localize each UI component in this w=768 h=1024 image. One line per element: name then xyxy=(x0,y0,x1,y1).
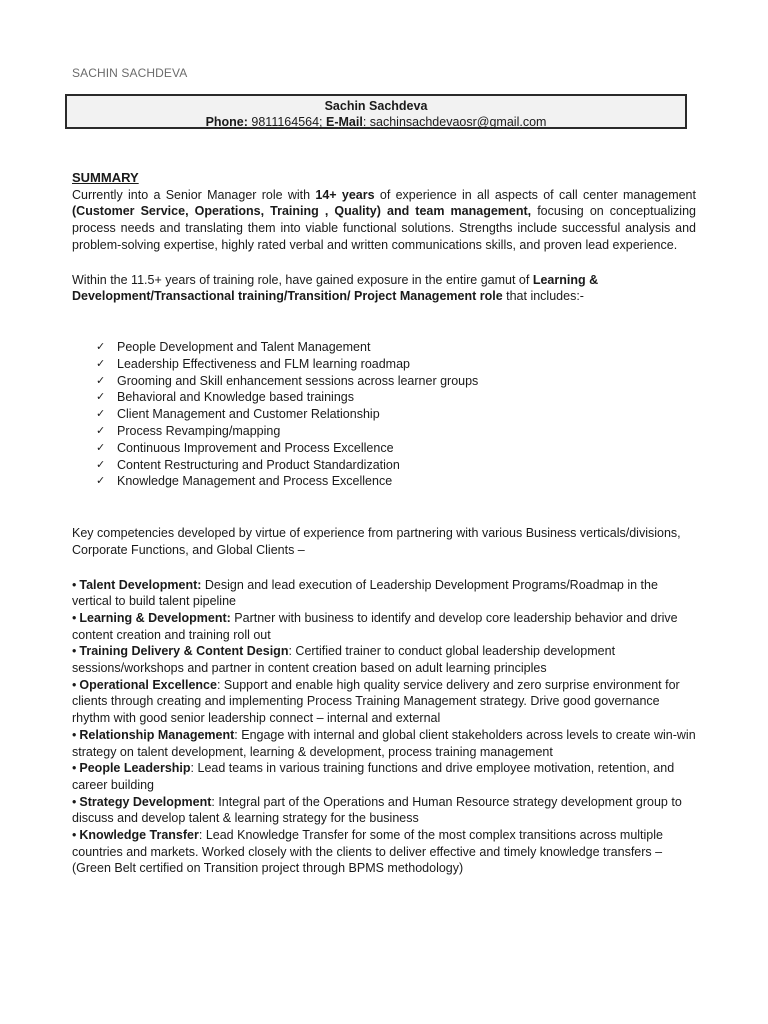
checkmark-icon: ✓ xyxy=(96,408,106,421)
competency-text: : Lead Knowledge Transfer for some of the most complex transitions across multiple countries and markets. Worked closely with the clients to deliver effective and timely knowledge transfers – (Green Belt certified on Transition project through BPMS methodology) xyxy=(72,828,663,876)
checklist-item-text: Process Revamping/mapping xyxy=(117,423,281,438)
competency-text: Design and lead execution of Leadership Development Programs/Roadmap in the vertical to build talent pipeline xyxy=(72,577,658,609)
spacer xyxy=(72,305,696,339)
checklist-item-text: Client Management and Customer Relationship xyxy=(117,407,380,422)
competency-item xyxy=(72,643,696,676)
summary-paragraph-1 xyxy=(72,187,696,254)
checklist-item xyxy=(96,423,696,440)
competency-item xyxy=(72,794,696,827)
contact-box xyxy=(65,94,687,129)
bullet-icon: • xyxy=(72,677,77,692)
summary-p2-bold-1: Learning & Development/Transactional training/Transition/ Project Management role xyxy=(72,272,599,304)
checkmark-icon: ✓ xyxy=(96,475,106,488)
checkmark-icon: ✓ xyxy=(96,391,106,404)
page-header-name: SACHIN SACHDEVA xyxy=(72,66,188,80)
email-value: : sachinsachdevaosr@gmail.com xyxy=(362,115,547,129)
email-label: E-Mail xyxy=(326,115,363,129)
bullet-icon: • xyxy=(72,577,77,592)
competencies-list xyxy=(72,577,696,878)
checklist-item xyxy=(96,356,696,373)
competency-text: : Lead teams in various training functions and drive employee motivation, retention, and career building xyxy=(72,761,675,792)
checkmark-icon: ✓ xyxy=(96,357,106,370)
checkmark-icon: ✓ xyxy=(96,424,106,437)
checklist-item-text: Continuous Improvement and Process Excellence xyxy=(117,440,394,455)
competency-label: Knowledge Transfer xyxy=(79,828,199,843)
checklist-item xyxy=(96,373,696,390)
bullet-icon: • xyxy=(72,610,77,625)
competency-text: : Certified trainer to conduct global leadership development sessions/workshops and partner in content creation based on adult learning principles xyxy=(72,644,616,676)
contact-name: Sachin Sachdeva xyxy=(324,99,428,113)
competency-text: : Support and enable high quality service delivery and zero surprise environment for clients through creating and implementing Process Training Management strategy. Drive good governance rhythm with good senior leadership connect – internal and external xyxy=(72,677,680,726)
checklist-item-text: People Development and Talent Management xyxy=(117,339,371,354)
checklist-item xyxy=(96,457,696,474)
competency-label: Strategy Development xyxy=(79,794,212,809)
competency-text: : Integral part of the Operations and Human Resource strategy development group to discuss and develop talent & learning strategy for the business xyxy=(72,794,682,826)
checklist-item-text: Behavioral and Knowledge based trainings xyxy=(117,390,354,405)
spacer xyxy=(72,559,696,577)
bullet-icon: • xyxy=(72,828,77,843)
summary-p1-bold-2: (Customer Service, Operations, Training , Quality) and team management, xyxy=(72,204,532,219)
checkmark-icon: ✓ xyxy=(96,374,106,387)
resume-content xyxy=(72,170,696,877)
competency-item xyxy=(72,577,696,610)
checklist-item xyxy=(96,339,696,356)
competency-item xyxy=(72,760,696,793)
checkmark-icon: ✓ xyxy=(96,340,106,353)
checkmark-icon: ✓ xyxy=(96,458,106,471)
summary-paragraph-2 xyxy=(72,272,696,305)
bullet-icon: • xyxy=(72,644,77,659)
competency-label: People Leadership xyxy=(79,761,191,776)
competencies-intro: Key competencies developed by virtue of experience from partnering with various Business verticals/divisions, Corporate Functions, and Global Clients – xyxy=(72,526,681,557)
summary-p1-text-3: focusing on conceptualizing process needs and translating them into viable functional solutions. Strengths include successful analysis and problem-solving expertise, highly rated verbal and written communications skills, and proven lead experience. xyxy=(72,204,696,252)
checklist-item-text: Leadership Effectiveness and FLM learning roadmap xyxy=(117,356,410,371)
checklist-item-text: Grooming and Skill enhancement sessions across learner groups xyxy=(117,373,479,388)
bullet-icon: • xyxy=(72,727,77,742)
checklist-item xyxy=(96,406,696,423)
summary-p2-text-2: that includes:- xyxy=(502,289,584,304)
competency-label: Learning & Development: xyxy=(79,610,231,625)
summary-p1-bold-1: 14+ years xyxy=(315,187,375,202)
spacer xyxy=(72,254,696,272)
phone-label: Phone: xyxy=(205,115,248,129)
competency-item xyxy=(72,827,696,877)
competency-label: Talent Development: xyxy=(79,577,202,592)
competency-text: : Engage with internal and global client stakeholders across levels to create win-win strategy on talent development, learning & development, process training management xyxy=(72,727,696,759)
checklist-item xyxy=(96,440,696,457)
checklist-item xyxy=(96,389,696,406)
competency-label: Training Delivery & Content Design xyxy=(79,644,289,659)
bullet-icon: • xyxy=(72,761,77,776)
checklist-item-text: Knowledge Management and Process Excellence xyxy=(117,474,393,489)
spacer xyxy=(72,490,696,525)
competency-item xyxy=(72,610,696,643)
summary-p2-text-1: Within the 11.5+ years of training role, have gained exposure in the entire gamut of xyxy=(72,272,533,287)
checklist-item xyxy=(96,473,696,490)
contact-line xyxy=(67,114,685,130)
competency-item xyxy=(72,677,696,727)
competency-text: Partner with business to identify and develop core leadership behavior and drive content creation and training roll out xyxy=(72,610,678,642)
competency-item xyxy=(72,727,696,760)
summary-p1-text-2: of experience in all aspects of call center management xyxy=(374,187,696,202)
summary-p1-text-1: Currently into a Senior Manager role with xyxy=(72,187,316,202)
skills-checklist xyxy=(72,339,696,490)
competency-label: Relationship Management xyxy=(79,727,235,742)
competency-label: Operational Excellence xyxy=(79,677,217,692)
summary-heading: SUMMARY xyxy=(72,170,139,185)
bullet-icon: • xyxy=(72,794,77,809)
checkmark-icon: ✓ xyxy=(96,441,106,454)
phone-value: 9811164564; xyxy=(247,115,327,129)
checklist-item-text: Content Restructuring and Product Standardization xyxy=(117,457,400,472)
